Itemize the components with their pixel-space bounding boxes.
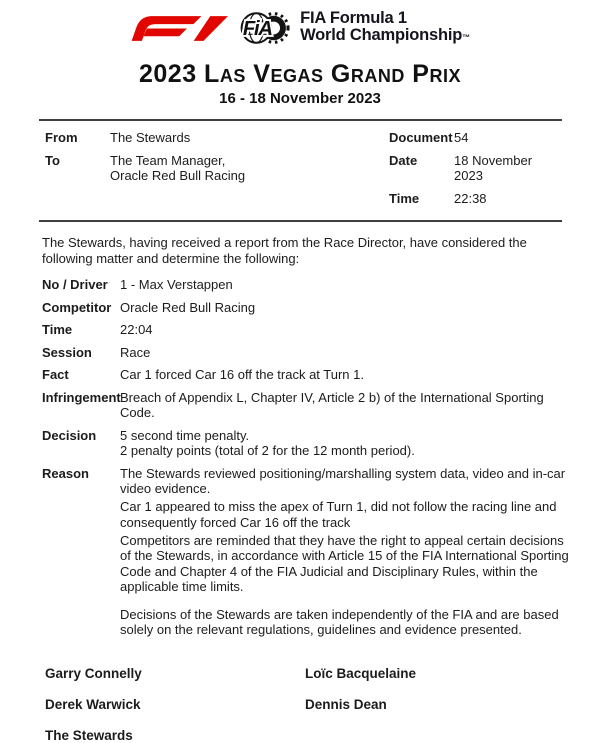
title-block <box>0 60 600 107</box>
event-dates: 16 - 18 November 2023 <box>219 90 381 107</box>
time-label: Time <box>389 191 420 206</box>
date-label: Date <box>389 153 418 168</box>
field-competitor: Competitor Oracle Red Bull Racing <box>42 299 256 315</box>
meta-row-document <box>389 130 562 145</box>
signature-footer: The Stewards <box>45 728 133 743</box>
field-reason: Reason The Stewards reviewed positioning/marshalling system data, video and in-car video evidence. Car 1 appeared to miss the apex of Turn 1, did not follow the racing line and consequently forced Car 16 off the track Competitors are reminded that they have the right to appeal certain decisions of the Stewards, in accordance with Article 15 of the FIA International Sporting Code and Chapter 4 of the FIA Judicial and Disciplinary Rules, within the applicable time limits. Decisions of the Stewards are taken independently of the FIA and are based solely on the relevant regulations, guidelines and evidence presented. <box>42 465 569 637</box>
steward-name-2: Loïc Bacquelaine <box>305 666 417 681</box>
field-session: Session Race <box>42 344 151 360</box>
document-number: 54 <box>454 130 469 145</box>
from-value: The Stewards <box>110 130 191 145</box>
time-value: 22:38 <box>454 191 487 206</box>
field-decision: Decision 5 second time penalty. 2 penalty points (total of 2 for the 12 month period). <box>42 427 415 458</box>
intro-paragraph: The Stewards, having received a report from the Race Director, have considered the following matter and determine the following: <box>42 235 527 266</box>
trademark-symbol: ™ <box>462 33 470 42</box>
field-infringement: Infringement Breach of Appendix L, Chapter IV, Article 2 b) of the International Sporting Code. <box>42 389 544 420</box>
meta-right-column <box>389 130 562 214</box>
meta-left-column <box>45 130 389 214</box>
field-fact: Fact Car 1 forced Car 16 off the track at Turn 1. <box>42 367 364 382</box>
field-time: Time 22:04 <box>42 322 153 337</box>
steward-name-1: Garry Connelly <box>45 666 142 681</box>
brand-header <box>0 0 600 48</box>
to-value: The Team Manager, Oracle Red Bull Racing <box>110 153 246 183</box>
document-label: Document <box>389 130 453 145</box>
fia-emblem-icon <box>237 8 291 48</box>
wordmark-line2: World Championship™ <box>300 26 470 44</box>
f1-logo-icon <box>130 16 228 41</box>
steward-name-3: Derek Warwick <box>45 697 141 712</box>
meta-row-date <box>389 153 562 183</box>
signature-row-1 <box>45 666 575 681</box>
meta-row-from <box>45 130 389 145</box>
date-value: 18 November 2023 <box>454 153 533 183</box>
steward-name-4: Dennis Dean <box>305 697 387 712</box>
from-label: From <box>45 130 78 145</box>
meta-row-time <box>389 191 562 206</box>
to-label: To <box>45 153 60 168</box>
meta-row-to <box>45 153 389 183</box>
signatures <box>45 666 575 743</box>
signature-row-2 <box>45 697 575 712</box>
fia-wordmark <box>300 10 470 46</box>
field-no-driver: No / Driver 1 - Max Verstappen <box>42 277 233 292</box>
event-title: 2023 Las Vegas Grand Prix <box>139 60 461 88</box>
wordmark-line1: FIA Formula 1 <box>300 9 407 27</box>
document-body <box>42 235 575 640</box>
fia-emblem-text: FiA <box>242 18 272 41</box>
meta-table <box>39 119 562 222</box>
